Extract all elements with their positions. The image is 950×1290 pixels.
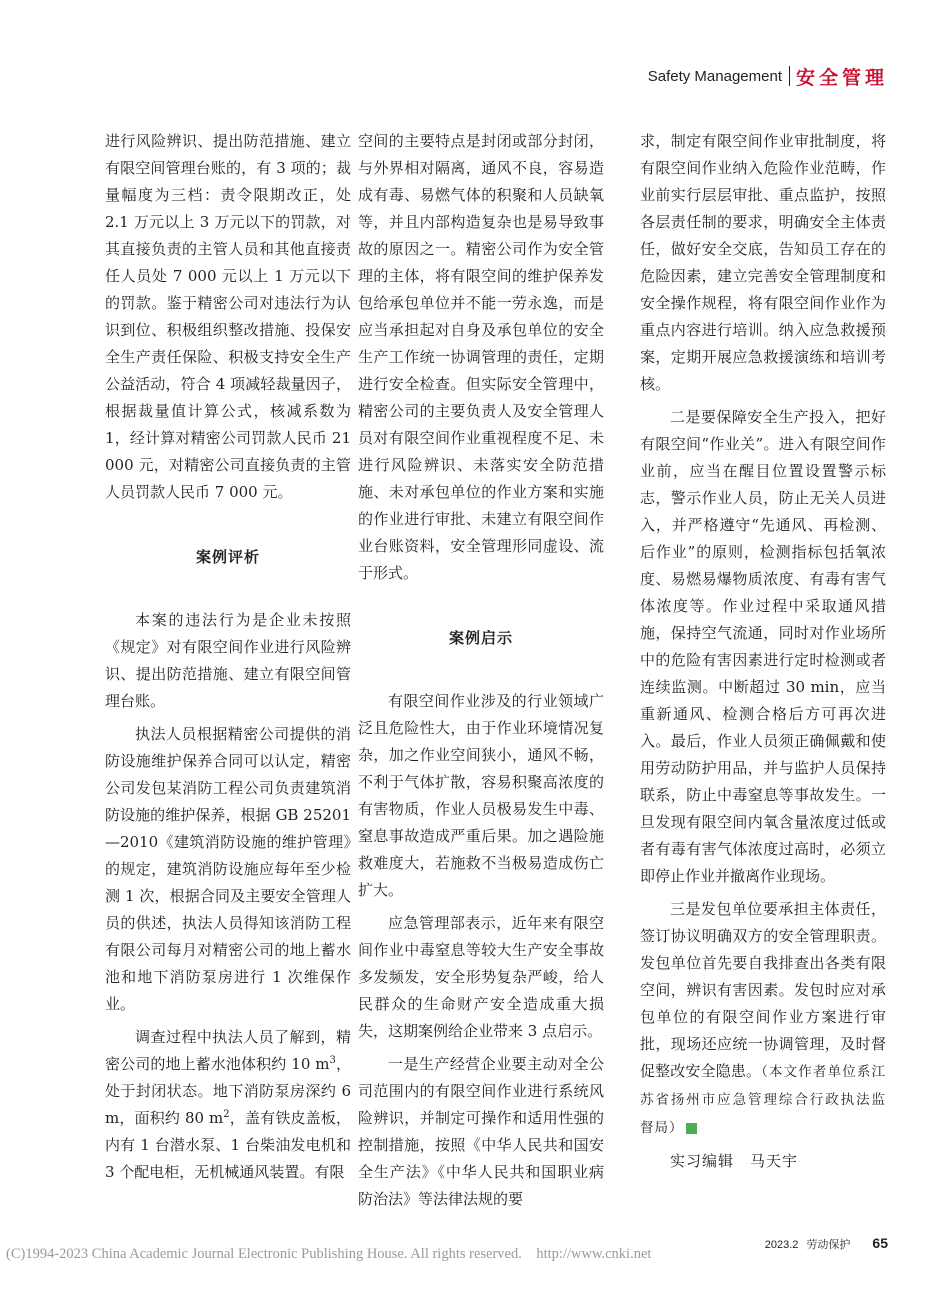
paragraph: 有限空间作业涉及的行业领域广泛且危险性大，由于作业环境情况复杂，加之作业空间狭小，通风不畅，不利于气体扩散，容易积聚高浓度的有害物质，作业人员极易发生中毒、窒息事故造成严重后果。加之遇险施救难度大，若施救不当极易造成伤亡扩大。	[358, 692, 604, 899]
issue-number: 2023.2	[764, 1239, 799, 1251]
column-3	[640, 128, 886, 1181]
paragraph: 一是生产经营企业要主动对全公司范围内的有限空间作业进行系统风险辨识，并制定可操作和适用性强的控制措施，按照《中华人民共和国安全生产法》《中华人民共和国职业病防治法》等法律法规的要	[358, 1055, 604, 1208]
magazine-name: 劳动保护	[806, 1239, 851, 1251]
header-chinese: 安全管理	[795, 66, 888, 89]
section-heading-analysis: 案例评析	[195, 548, 260, 566]
copyright-watermark: (C)1994-2023 China Academic Journal Electronic Publishing House. All rights reserved. http://www.cnki.net	[6, 1246, 652, 1262]
paragraph: 进行风险辨识、提出防范措施、建立有限空间管理台账的，有 3 项的；裁量幅度为三档：责令限期改正，处 2.1 万元以上 3 万元以下的罚款，对其直接负责的主管人员和其他直接责任人员处 7 000 元以上 1 万元以下的罚款。鉴于精密公司对违法行为认识到位、积极组织整改措施、投保安全生产责任保险、积极支持安全生产公益活动，符合 4 项减轻裁量因子，根据裁量值计算公式，核减系数为 1，经计算对精密公司罚款人民币 21 000 元，对精密公司直接负责的主管人员罚款人民币 7 000 元。	[105, 132, 351, 501]
editor-credit: 实习编辑 马天宇	[670, 1152, 799, 1170]
paragraph: 本案的违法行为是企业未按照《规定》对有限空间作业进行风险辨识、提出防范措施、建立有限空间管理台账。	[105, 611, 351, 710]
end-of-article-icon	[686, 1123, 697, 1134]
header-english: Safety Management	[647, 67, 782, 85]
paragraph: 执法人员根据精密公司提供的消防设施维护保养合同可以认定，精密公司发包某消防工程公司负责建筑消防设施的维护保养，根据 GB 25201—2010《建筑消防设施的维护管理》的规定，建筑消防设施应每年至少检测 1 次，根据合同及主要安全管理人员的供述，执法人员得知该消防工程有限公司每月对精密公司的地上蓄水池和地下消防泵房进行 1 次维保作业。	[105, 725, 351, 1013]
column-2	[358, 128, 604, 1219]
paragraph: 二是要保障安全生产投入，把好有限空间“作业关”。进入有限空间作业前，应当在醒目位置设置警示标志，警示作业人员，防止无关人员进入，并严格遵守“先通风、再检测、后作业”的原则，检测指标包括氧浓度、易燃易爆物质浓度、有毒有害气体浓度等。作业过程中采取通风措施，保持空气流通，同时对作业场所中的危险有害因素进行定时检测或者连续监测。中断超过 30 min，应当重新通风、检测合格后方可再次进入。最后，作业人员须正确佩戴和使用劳动防护用品，并与监护人员保持联系，防止中毒窒息等事故发生。一旦发现有限空间内氧含量浓度过低或者有毒有害气体浓度过高时，必须立即停止作业并撤离作业现场。	[640, 408, 886, 885]
author-credit: （本文作者单位系江苏省扬州市应急管理综合行政执法监督局）	[640, 1064, 886, 1136]
section-heading-lessons: 案例启示	[448, 629, 513, 647]
running-header	[648, 64, 888, 88]
paragraph: 应急管理部表示，近年来有限空间作业中毒窒息等较大生产安全事故多发频发，安全形势复杂严峻，给人民群众的生命财产安全造成重大损失，这期案例给企业带来 3 点启示。	[358, 914, 604, 1040]
column-1	[105, 128, 351, 1192]
header-divider	[789, 66, 790, 86]
paragraph-with-units: 调查过程中执法人员了解到，精密公司的地上蓄水池体积约 10 $m^3$，处于封闭状态。地下消防泵房深约 6 m，面积约 80 $m^2$，盖有铁皮盖板，内有 1 台潜水泵、1 台柴油发电机和 3 个配电柜，无机械通风装置。有限	[105, 1028, 351, 1181]
paragraph: 三是发包单位要承担主体责任，签订协议明确双方的安全管理职责。发包单位首先要自我排查出各类有限空间，辨识有害因素。发包时应对承包单位的有限空间作业方案进行审批，现场还应统一协调管理，及时督促整改安全隐患。（本文作者单位系江苏省扬州市应急管理综合行政执法监督局）	[640, 900, 886, 1136]
page-footer	[765, 1235, 888, 1252]
paragraph: 求，制定有限空间作业审批制度，将有限空间作业纳入危险作业范畴，作业前实行层层审批、重点监护，按照各层责任制的要求，明确安全主体责任，做好安全交底，告知员工存在的危险因素，建立完善安全管理制度和安全操作规程，将有限空间作业作为重点内容进行培训。纳入应急救援预案，定期开展应急救援演练和培训考核。	[640, 132, 886, 393]
page-number: 65	[872, 1235, 888, 1251]
paragraph: 空间的主要特点是封闭或部分封闭，与外界相对隔离，通风不良，容易造成有毒、易燃气体的积聚和人员缺氧等，并且内部构造复杂也是易导致事故的原因之一。精密公司作为安全管理的主体，将有限空间的维护保养发包给承包单位并不能一劳永逸，而是应当承担起对自身及承包单位的安全生产工作统一协调管理的责任，定期进行安全检查。但实际安全管理中，精密公司的主要负责人及安全管理人员对有限空间作业重视程度不足、未进行风险辨识、未落实安全防范措施、未对承包单位的作业方案和实施的作业进行审批、未建立有限空间作业台账资料，安全管理形同虚设、流于形式。	[358, 132, 604, 582]
